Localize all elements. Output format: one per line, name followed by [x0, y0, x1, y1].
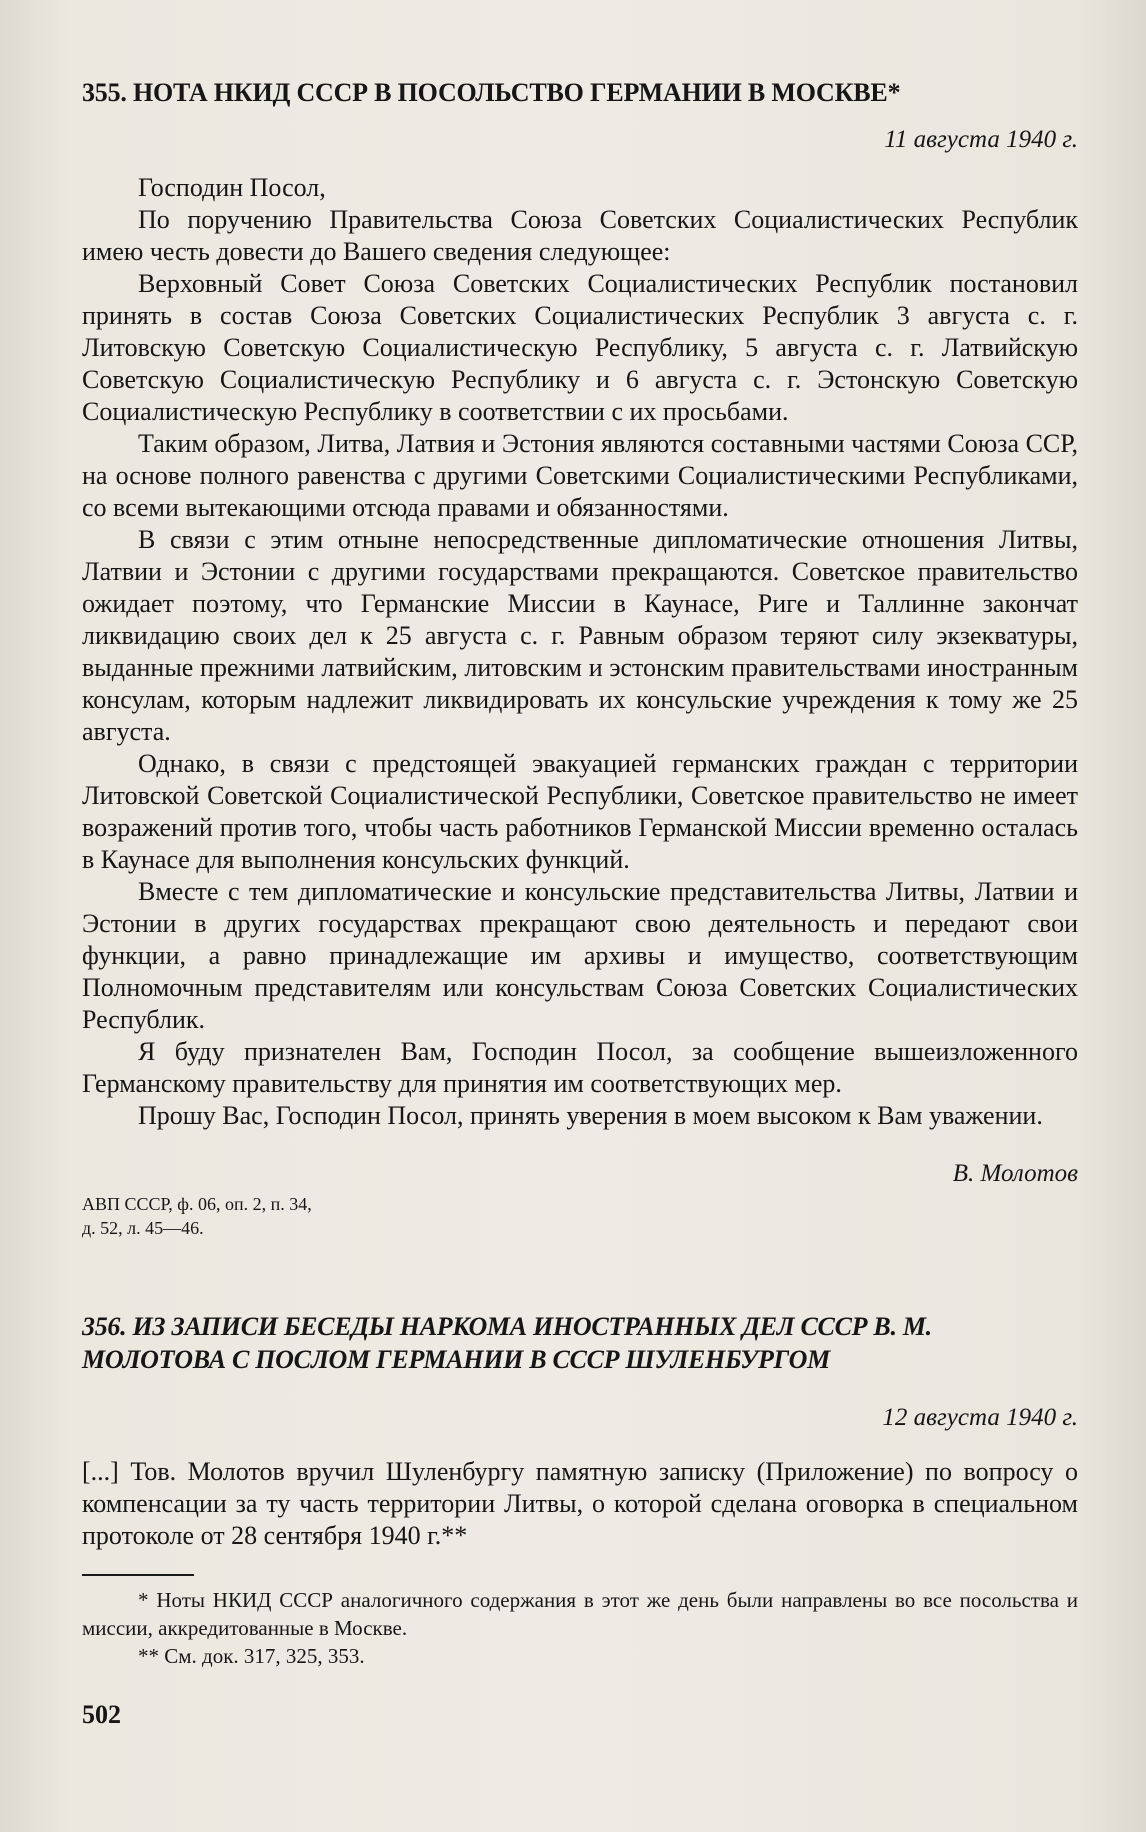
paragraph-8: Прошу Вас, Господин Посол, принять уверения в моем высоком к Вам уважении. [138, 1101, 1043, 1130]
footnote-1: * Ноты НКИД СССР аналогичного содержания в этот же день были направлены во все посольства и миссии, аккредитованные в Москве. [82, 1588, 1078, 1640]
paragraph-356: [...] Тов. Молотов вручил Шуленбургу памятную записку (Приложение) по вопросу о компенсации за ту часть территории Литвы, о которой сделана оговорка в специальном протоколе от 28 сентября 1940 г.** [82, 1457, 1078, 1550]
archive-line-1: АВП СССР, ф. 06, оп. 2, п. 34, [82, 1194, 312, 1214]
document-title-355: 355. НОТА НКИД СССР В ПОСОЛЬСТВО ГЕРМАНИИ В МОСКВЕ* [82, 78, 901, 107]
paragraph-4: В связи с этим отныне непосредственные дипломатические отношения Литвы, Латвии и Эстонии с другими государствами прекращаются. Советское правительство ожидает поэтому, что Германские Миссии в Каунасе, Риге и Таллинне закончат ликвидацию своих дел к 25 августа с. г. Равным образом теряют силу экзекватуры, выданные прежними латвийским, литовским и эстонским правительствами иностранным консулам, которым надлежит ликвидировать их консульские учреждения к тому же 25 августа. [82, 525, 1078, 746]
document-date-356: 12 августа 1940 г. [882, 1404, 1078, 1431]
paragraph-6: Вместе с тем дипломатические и консульские представительства Литвы, Латвии и Эстонии в других государствах прекращают свою деятельность и передают свои функции, а равно принадлежащие им архивы и имущество, соответствующим Полномочным представителям или консульствам Союза Советских Социалистических Республик. [82, 877, 1078, 1034]
signature: В. Молотов [952, 1160, 1078, 1187]
salutation: Господин Посол, [138, 173, 326, 202]
document-date-355: 11 августа 1940 г. [884, 126, 1078, 153]
paragraph-2: Верховный Совет Союза Советских Социалистических Республик постановил принять в состав Союза Советских Социалистических Республик 3 августа с. г. Литовскую Советскую Социалистическую Республику, 5 августа с. г. Латвийскую Советскую Социалистическую Республику и 6 августа с. г. Эстонскую Советскую Социалистическую Республику в соответствии с их просьбами. [82, 269, 1078, 426]
page-number: 502 [82, 1700, 121, 1729]
footnote-2: ** См. док. 317, 325, 353. [138, 1644, 365, 1668]
document-title-356: 356. ИЗ ЗАПИСИ БЕСЕДЫ НАРКОМА ИНОСТРАННЫХ ДЕЛ СССР В. М. МОЛОТОВА С ПОСЛОМ ГЕРМАНИИ В СССР ШУЛЕНБУРГОМ [82, 1312, 932, 1374]
paragraph-3: Таким образом, Литва, Латвия и Эстония являются составными частями Союза ССР, на основе полного равенства с другими Советскими Социалистическими Республиками, со всеми вытекающими отсюда правами и обязанностями. [82, 429, 1078, 522]
page-content [82, 76, 1078, 1730]
paragraph-5: Однако, в связи с предстоящей эвакуацией германских граждан с территории Литовской Советской Социалистической Республики, Советское правительство не имеет возражений против того, чтобы часть работников Германской Миссии временно осталась в Каунасе для выполнения консульских функций. [82, 749, 1078, 874]
archive-line-2: д. 52, л. 45—46. [82, 1218, 204, 1238]
archive-reference [82, 1192, 1078, 1240]
paragraph-7: Я буду признателен Вам, Господин Посол, за сообщение вышеизложенного Германскому правительству для принятия им соответствующих мер. [82, 1037, 1078, 1098]
paragraph-1: По поручению Правительства Союза Советских Социалистических Республик имею честь довести до Вашего сведения следующее: [82, 205, 1078, 266]
